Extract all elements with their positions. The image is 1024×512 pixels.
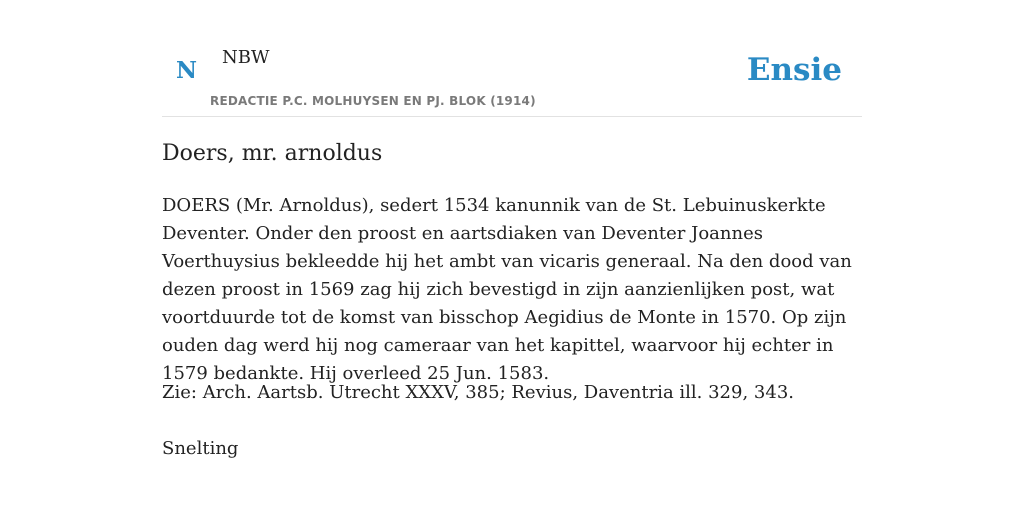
article-references: Zie: Arch. Aartsb. Utrecht XXXV, 385; Revius, Daventria ill. 329, 343. — [162, 382, 794, 403]
source-name[interactable]: NBW — [222, 47, 270, 68]
article-body: DOERS (Mr. Arnoldus), sedert 1534 kanunnik van de St. Lebuinuskerkte Deventer. Onder den proost en aartsdiaken van Deventer Joannes Voerthuysius bekleedde hij het ambt van vicaris generaal. Na den dood van dezen proost in 1569 zag hij zich bevestigd in zijn aanzienlijken post, wat voortduurde tot de komst van bisschop Aegidius de Monte in 1570. Op zijn ouden dag werd hij nog cameraar van het kapittel, waarvoor hij echter in 1579 bedankte. Hij overleed 25 Jun. 1583. — [162, 195, 852, 384]
source-subtitle: REDACTIE P.C. MOLHUYSEN EN PJ. BLOK (1914) — [210, 94, 536, 108]
source-header — [162, 0, 862, 117]
article-title: Doers, mr. arnoldus — [162, 141, 383, 166]
source-logo-icon: N — [176, 57, 198, 84]
ensie-logo-link[interactable]: Ensie — [746, 52, 842, 88]
page — [162, 0, 862, 459]
article-author: Snelting — [162, 438, 239, 459]
